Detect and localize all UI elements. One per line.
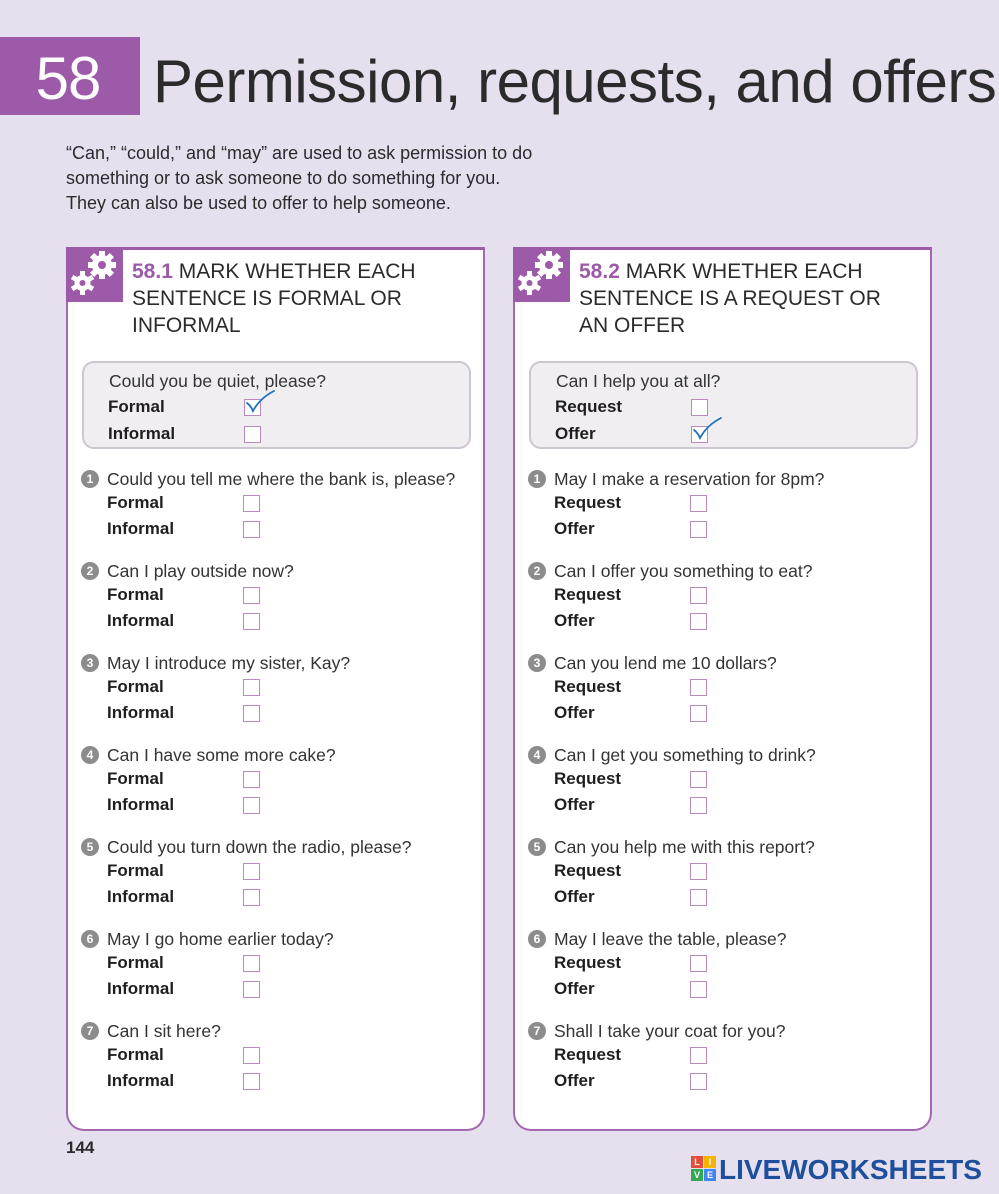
option-label: Offer [554,887,595,906]
question-item [528,744,923,824]
answer-checkbox[interactable] [690,521,707,538]
answer-checkbox[interactable] [690,1047,707,1064]
answer-checkbox[interactable] [243,797,260,814]
checkmark-icon [244,389,276,415]
answer-checkbox[interactable] [243,981,260,998]
question-number: 5 [81,838,99,856]
question-text: Can I get you something to drink? [554,745,816,765]
option-label: Informal [107,1071,175,1090]
option-label: Formal [107,677,164,696]
option-label: Informal [107,795,175,814]
question-number: 6 [528,930,546,948]
option-label: Informal [108,424,176,443]
question-text: Shall I take your coat for you? [554,1021,786,1041]
logo-letter: V [691,1169,703,1181]
option-label: Offer [555,424,596,443]
answer-checkbox[interactable] [243,587,260,604]
option-label: Formal [108,397,165,416]
question-number: 2 [528,562,546,580]
option-label: Informal [107,703,175,722]
question-item [81,836,476,916]
sample-answer-box [82,361,471,449]
option-label: Request [554,769,622,788]
option-label: Formal [107,493,164,512]
question-item [528,560,923,640]
option-label: Offer [554,795,595,814]
answer-checkbox[interactable] [243,679,260,696]
answer-checkbox[interactable] [690,1073,707,1090]
exercise-instruction: MARK WHETHER EACH SENTENCE IS FORMAL OR INFORMAL [132,260,416,337]
intro-text: “Can,” “could,” and “may” are used to ask permission to do something or to ask someone to do something for you. They can also be used to offer to help someone. [66,143,533,213]
exercise-heading [132,258,452,339]
exercise-gear-icon [513,247,570,302]
answer-checkbox[interactable] [243,863,260,880]
question-number: 7 [81,1022,99,1040]
page-title: Permission, requests, and offers [153,48,997,115]
question-number: 5 [528,838,546,856]
question-item [81,560,476,640]
question-number: 4 [528,746,546,764]
option-label: Request [554,953,622,972]
brand-logo[interactable] [691,1153,982,1187]
answer-checkbox[interactable] [690,955,707,972]
exercise-panel-58-1 [66,247,485,1131]
answer-checkbox[interactable] [243,521,260,538]
liveworksheets-logo-icon [691,1156,717,1182]
option-label: Informal [107,979,175,998]
question-text: May I make a reservation for 8pm? [554,469,825,489]
logo-letter: L [691,1156,703,1168]
sample-question: Could you be quiet, please? [109,371,326,391]
option-label: Request [554,861,622,880]
option-label: Informal [107,519,175,538]
page-number: 144 [66,1138,95,1157]
question-number: 2 [81,562,99,580]
answer-checkbox[interactable] [690,705,707,722]
answer-checkbox[interactable] [243,771,260,788]
question-item [528,1020,923,1100]
logo-letter: I [704,1156,716,1168]
answer-checkbox [244,426,261,443]
exercise-number: 58.1 [132,260,173,283]
question-number: 3 [81,654,99,672]
question-item [81,468,476,548]
answer-checkbox[interactable] [243,955,260,972]
question-number: 4 [81,746,99,764]
question-text: Could you turn down the radio, please? [107,837,412,857]
option-label: Formal [107,953,164,972]
logo-letter: E [704,1169,716,1181]
question-text: May I introduce my sister, Kay? [107,653,351,673]
question-item [81,744,476,824]
exercise-heading [579,258,899,339]
answer-checkbox[interactable] [243,1047,260,1064]
question-text: Can you lend me 10 dollars? [554,653,777,673]
question-number: 1 [81,470,99,488]
option-label: Offer [554,519,595,538]
question-text: May I go home earlier today? [107,929,334,949]
option-label: Offer [554,703,595,722]
question-text: Can you help me with this report? [554,837,815,857]
question-item [81,652,476,732]
option-label: Request [555,397,623,416]
option-label: Offer [554,979,595,998]
question-item [528,652,923,732]
answer-checkbox[interactable] [243,495,260,512]
option-label: Request [554,585,622,604]
option-label: Offer [554,611,595,630]
answer-checkbox[interactable] [690,771,707,788]
question-item [528,468,923,548]
option-label: Formal [107,769,164,788]
option-label: Informal [107,611,175,630]
question-text: Can I offer you something to eat? [554,561,813,581]
answer-checkbox[interactable] [690,863,707,880]
answer-checkbox[interactable] [690,797,707,814]
question-item [528,836,923,916]
answer-checkbox[interactable] [243,1073,260,1090]
exercise-number: 58.2 [579,260,620,283]
question-number: 7 [528,1022,546,1040]
exercise-instruction: MARK WHETHER EACH SENTENCE IS A REQUEST OR AN OFFER [579,260,881,337]
option-label: Request [554,493,622,512]
sample-question: Can I help you at all? [556,371,721,391]
answer-checkbox[interactable] [690,981,707,998]
option-label: Offer [554,1071,595,1090]
option-label: Request [554,677,622,696]
answer-checkbox [691,399,708,416]
question-number: 1 [528,470,546,488]
question-text: Can I play outside now? [107,561,294,581]
answer-checkbox[interactable] [690,587,707,604]
sample-answer-box [529,361,918,449]
answer-checkbox[interactable] [243,705,260,722]
question-text: May I leave the table, please? [554,929,787,949]
question-item [81,1020,476,1100]
answer-checkbox[interactable] [690,495,707,512]
option-label: Formal [107,861,164,880]
exercise-gear-icon [66,247,123,302]
answer-checkbox[interactable] [690,889,707,906]
question-item [528,928,923,1008]
answer-checkbox[interactable] [690,679,707,696]
unit-number: 58 [35,45,101,112]
question-number: 6 [81,930,99,948]
question-text: Can I have some more cake? [107,745,336,765]
checkmark-icon [691,416,723,442]
question-text: Could you tell me where the bank is, please? [107,469,456,489]
answer-checkbox[interactable] [243,889,260,906]
option-label: Request [554,1045,622,1064]
option-label: Formal [107,585,164,604]
answer-checkbox[interactable] [243,613,260,630]
question-text: Can I sit here? [107,1021,221,1041]
question-number: 3 [528,654,546,672]
option-label: Informal [107,887,175,906]
exercise-panel-58-2 [513,247,932,1131]
question-item [81,928,476,1008]
answer-checkbox[interactable] [690,613,707,630]
brand-name: LIVEWORKSHEETS [719,1154,982,1185]
option-label: Formal [107,1045,164,1064]
